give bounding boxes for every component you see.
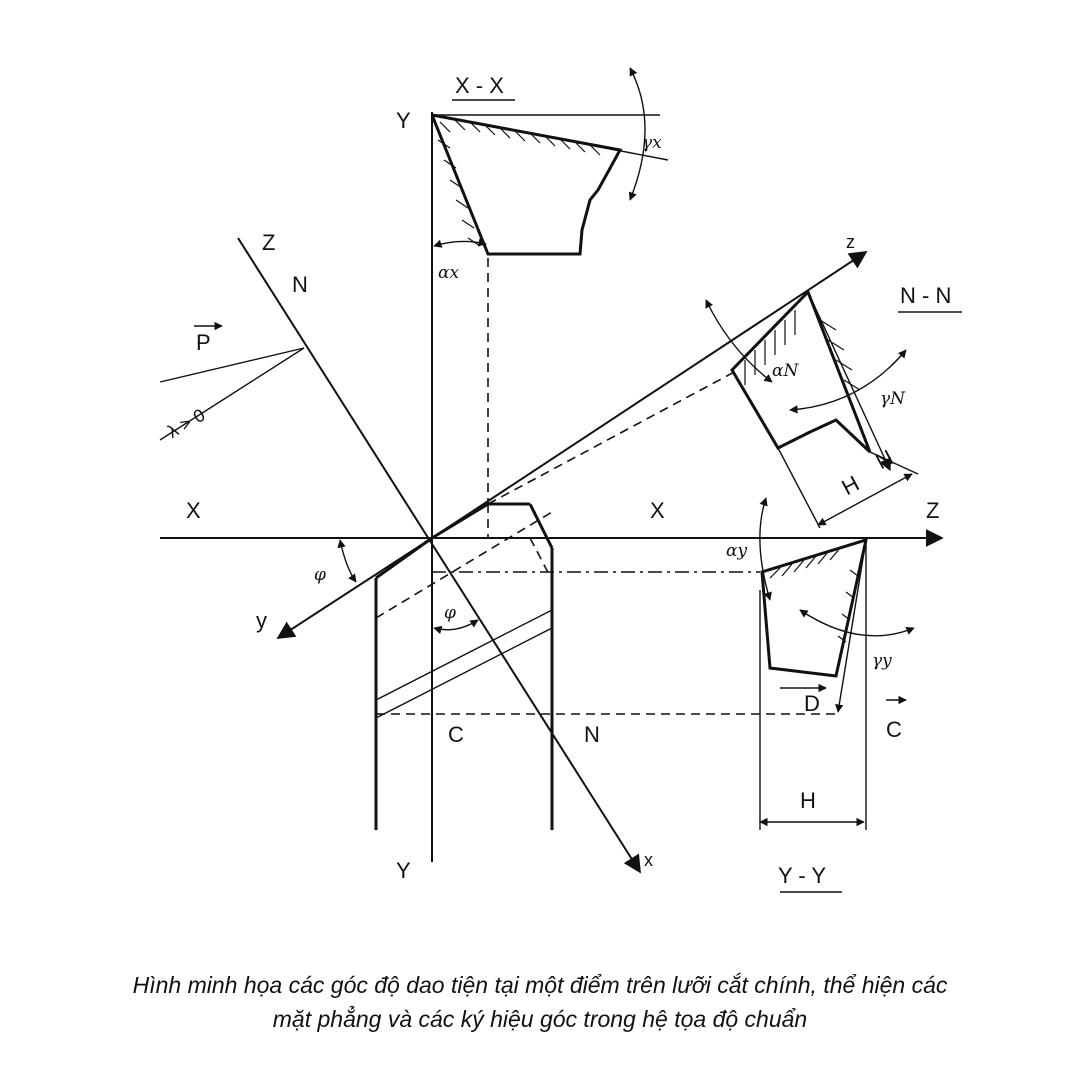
figure-caption bbox=[40, 968, 1040, 1036]
angle-label-phi-center: φ bbox=[444, 603, 456, 623]
projection-line-nn bbox=[488, 370, 738, 504]
axis-label-y-bottom: Y bbox=[396, 858, 411, 883]
section-label-nn: N - N bbox=[900, 283, 952, 308]
phi-arc-center bbox=[434, 620, 478, 630]
vector-label-d: D bbox=[804, 691, 820, 716]
angle-label-alpha-y: αy bbox=[726, 541, 748, 561]
vector-label-c: C bbox=[886, 717, 902, 742]
axis-label-n-lower: N bbox=[584, 722, 600, 747]
caption-line-2: mặt phẳng và các ký hiệu góc trong hệ tọa độ chuẩn bbox=[272, 1006, 808, 1032]
axis-label-y-top: Y bbox=[396, 108, 411, 133]
vector-label-n: N bbox=[871, 444, 898, 475]
caption-line-1: Hình minh họa các góc độ dao tiện tại một điểm trên lưỡi cắt chính, thể hiện các bbox=[132, 972, 948, 998]
section-yy bbox=[760, 498, 914, 892]
vector-label-p: P bbox=[196, 330, 211, 355]
axis-label-x-diag: x bbox=[644, 850, 653, 870]
n-normal-line bbox=[238, 238, 640, 872]
axis-label-x-right: X bbox=[650, 498, 665, 523]
angle-label-gamma-n: γN bbox=[880, 389, 906, 409]
phi-arc-left bbox=[340, 540, 356, 582]
section-label-xx: X - X bbox=[455, 73, 504, 98]
angle-label-alpha-x: αx bbox=[438, 263, 460, 283]
dimension-label-h-nn: H bbox=[837, 470, 864, 501]
dimension-label-h-yy: H bbox=[800, 788, 816, 813]
point-label-c: C bbox=[448, 722, 464, 747]
section-nn bbox=[706, 292, 962, 528]
angle-label-lambda: λ > 0 bbox=[164, 404, 209, 442]
axis-label-z-right: Z bbox=[926, 498, 940, 523]
angle-label-gamma-y: γy bbox=[872, 651, 892, 671]
angle-label-gamma-x: γx bbox=[642, 133, 662, 153]
axis-label-n-upper: N bbox=[292, 272, 308, 297]
angle-label-alpha-n: αN bbox=[772, 361, 799, 381]
section-label-yy: Y - Y bbox=[778, 863, 827, 888]
axis-label-x-left: X bbox=[186, 498, 201, 523]
axis-label-z-upper: Z bbox=[262, 230, 276, 255]
z-diag-axis bbox=[432, 252, 866, 538]
angle-label-phi-left: φ bbox=[314, 565, 326, 585]
axis-label-y-diag: y bbox=[256, 608, 267, 633]
axis-label-z-diag: z bbox=[846, 232, 855, 252]
